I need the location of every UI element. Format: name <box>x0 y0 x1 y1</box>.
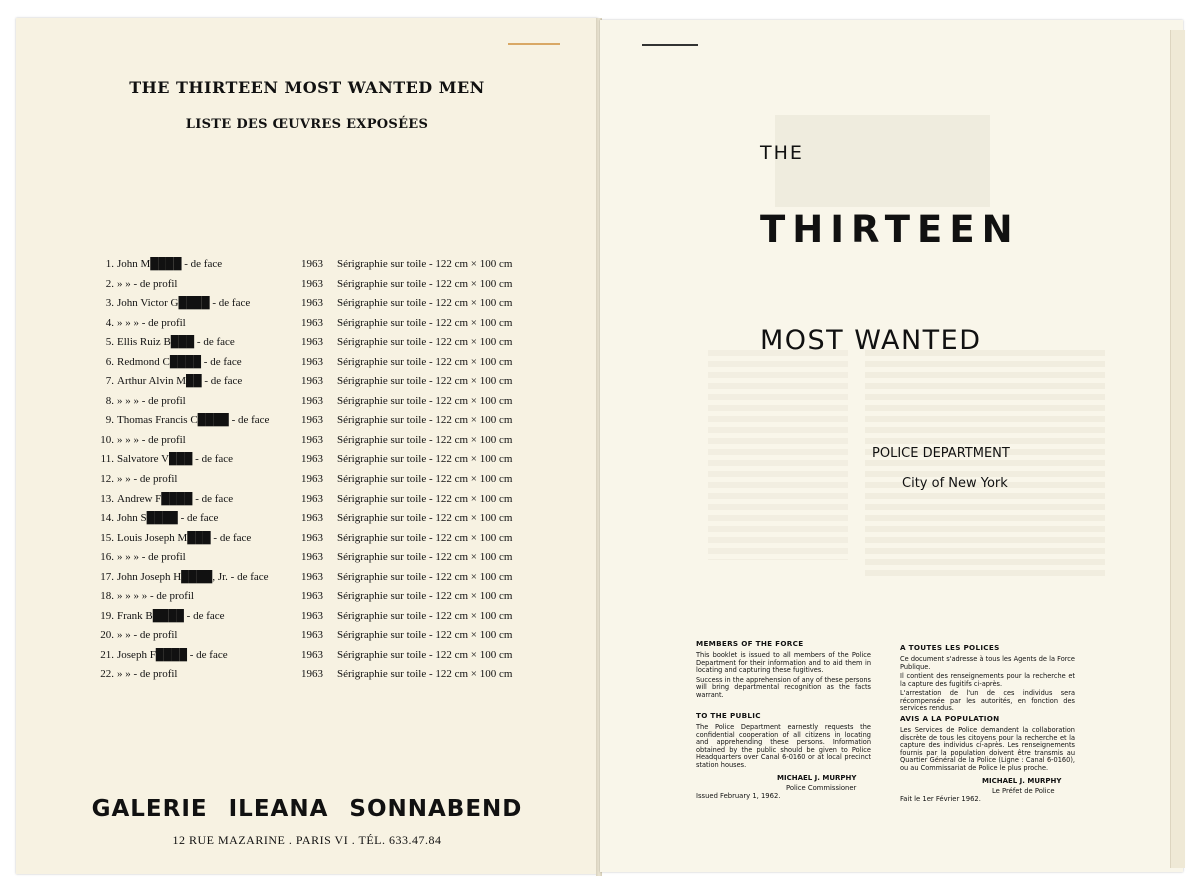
work-year: 1963 <box>301 414 323 427</box>
work-medium: Sérigraphie sur toile - 122 cm × 100 cm <box>337 316 513 329</box>
work-year: 1963 <box>301 375 323 388</box>
work-title: Thomas Francis C████ - de face <box>117 414 270 427</box>
work-row <box>86 414 586 434</box>
cover-the: THE <box>760 142 804 164</box>
work-year: 1963 <box>301 551 323 564</box>
work-title: Joseph F████ - de face <box>117 648 228 661</box>
work-medium: Sérigraphie sur toile - 122 cm × 100 cm <box>337 629 513 642</box>
work-row <box>86 317 586 337</box>
work-row <box>86 375 586 395</box>
public-text: The Police Department earnestly requests the confidential cooperation of all citizens in locating and apprehending these persons. Information obtained by the public should be given to Police Headquarters over Canal 6-0160 or at local precinct station houses. <box>696 723 871 769</box>
work-number: 18. <box>100 590 114 603</box>
work-number: 17. <box>100 570 114 583</box>
work-number: 2. <box>105 277 114 290</box>
signature-en-title: Police Commissioner <box>786 784 857 792</box>
work-number: 19. <box>100 609 114 622</box>
work-row <box>86 395 586 415</box>
work-title: » » » - de profil <box>117 551 186 564</box>
population-notice <box>900 714 1075 774</box>
work-year: 1963 <box>301 531 323 544</box>
work-medium: Sérigraphie sur toile - 122 cm × 100 cm <box>337 590 513 603</box>
members-heading: MEMBERS OF THE FORCE <box>696 639 804 648</box>
work-title: » » » - de profil <box>117 316 186 329</box>
work-medium: Sérigraphie sur toile - 122 cm × 100 cm <box>337 668 513 681</box>
show-through-block <box>775 115 990 207</box>
work-medium: Sérigraphie sur toile - 122 cm × 100 cm <box>337 258 513 270</box>
work-title: » » - de profil <box>117 277 178 290</box>
work-number: 7. <box>105 375 114 388</box>
work-number: 8. <box>105 394 114 407</box>
work-medium: Sérigraphie sur toile - 122 cm × 100 cm <box>337 609 513 622</box>
work-medium: Sérigraphie sur toile - 122 cm × 100 cm <box>337 433 513 446</box>
work-number: 15. <box>100 531 114 544</box>
dark-mark <box>642 44 698 46</box>
public-notice <box>696 711 871 771</box>
members-text-1: This booklet is issued to all members of the Police Department for their information and to aid them in locating and capturing these fugitives. <box>696 651 871 674</box>
issue-date-fr: Fait le 1er Février 1962. <box>900 795 981 803</box>
work-medium: Sérigraphie sur toile - 122 cm × 100 cm <box>337 648 513 661</box>
population-heading: AVIS A LA POPULATION <box>900 714 1000 723</box>
city-name: City of New York <box>902 476 1008 491</box>
issue-date-en: Issued February 1, 1962. <box>696 792 781 800</box>
work-row <box>86 532 586 552</box>
work-row <box>86 551 586 571</box>
polices-text-2: Il contient des renseignements pour la recherche et la capture des fugitifs ci-après. <box>900 672 1075 688</box>
work-number: 6. <box>105 355 114 368</box>
members-text-2: Success in the apprehension of any of these persons will bring departmental recognition as the facts warrant. <box>696 675 871 699</box>
polices-text-3: L'arrestation de l'un de ces individus sera récompensée par les autorités, en fonction des services rendus. <box>900 689 1075 712</box>
work-number: 14. <box>100 512 114 525</box>
public-heading: TO THE PUBLIC <box>696 711 761 720</box>
work-title: John S████ - de face <box>117 512 219 525</box>
work-row <box>86 512 586 532</box>
work-row <box>86 473 586 493</box>
work-number: 21. <box>100 648 114 661</box>
work-medium: Sérigraphie sur toile - 122 cm × 100 cm <box>337 297 513 310</box>
work-year: 1963 <box>301 277 323 290</box>
work-year: 1963 <box>301 473 323 486</box>
signature-fr-title: Le Préfet de Police <box>992 787 1055 795</box>
signature-en-name: MICHAEL J. MURPHY <box>777 774 857 782</box>
work-row <box>86 297 586 317</box>
work-year: 1963 <box>301 590 323 603</box>
work-number: 13. <box>100 492 114 505</box>
work-title: Andrew F████ - de face <box>117 492 234 505</box>
work-year: 1963 <box>301 355 323 368</box>
gallery-address: 12 RUE MAZARINE . PARIS VI . TÉL. 633.47.84 <box>172 833 442 847</box>
work-year: 1963 <box>301 629 323 642</box>
work-title: Redmond C████ - de face <box>117 355 242 368</box>
work-year: 1963 <box>301 570 323 583</box>
work-year: 1963 <box>301 336 323 349</box>
show-through-block <box>708 350 848 560</box>
right-page <box>600 20 1183 872</box>
work-number: 22. <box>100 668 114 681</box>
show-through-block <box>865 350 1105 580</box>
work-title: John Victor G████ - de face <box>117 297 251 310</box>
work-number: 5. <box>105 336 114 349</box>
work-row <box>86 610 586 630</box>
work-title: » » » » - de profil <box>117 590 194 603</box>
work-year: 1963 <box>301 453 323 466</box>
work-medium: Sérigraphie sur toile - 122 cm × 100 cm <box>337 473 513 486</box>
work-title: » » » - de profil <box>117 394 186 407</box>
polices-text-1: Ce document s'adresse à tous les Agents de la Force Publique. <box>900 655 1075 671</box>
work-row <box>86 590 586 610</box>
work-title: » » - de profil <box>117 473 178 486</box>
work-number: 20. <box>100 629 114 642</box>
work-row <box>86 571 586 591</box>
members-notice <box>696 639 871 701</box>
page-title: THE THIRTEEN MOST WANTED MEN <box>129 78 485 97</box>
work-medium: Sérigraphie sur toile - 122 cm × 100 cm <box>337 414 513 427</box>
work-year: 1963 <box>301 668 323 681</box>
work-medium: Sérigraphie sur toile - 122 cm × 100 cm <box>337 394 513 407</box>
work-year: 1963 <box>301 648 323 661</box>
work-medium: Sérigraphie sur toile - 122 cm × 100 cm <box>337 512 513 525</box>
work-title: » » - de profil <box>117 668 178 681</box>
work-title: » » » - de profil <box>117 433 186 446</box>
work-row <box>86 434 586 454</box>
work-title: Salvatore V███ - de face <box>117 453 234 466</box>
work-title: Arthur Alvin M██ - de face <box>117 375 243 388</box>
work-year: 1963 <box>301 512 323 525</box>
work-number: 1. <box>105 258 114 270</box>
work-title: Frank B████ - de face <box>117 609 225 622</box>
gallery-name: GALERIE ILEANA SONNABEND <box>91 796 523 822</box>
work-row <box>86 629 586 649</box>
work-medium: Sérigraphie sur toile - 122 cm × 100 cm <box>337 453 513 466</box>
work-year: 1963 <box>301 258 323 270</box>
work-number: 10. <box>100 433 114 446</box>
polices-heading: A TOUTES LES POLICES <box>900 643 1000 652</box>
left-page <box>16 18 598 874</box>
work-medium: Sérigraphie sur toile - 122 cm × 100 cm <box>337 277 513 290</box>
work-row <box>86 258 586 278</box>
work-title: Ellis Ruiz B███ - de face <box>117 336 235 349</box>
work-title: Louis Joseph M███ - de face <box>117 531 252 544</box>
work-number: 16. <box>100 551 114 564</box>
work-medium: Sérigraphie sur toile - 122 cm × 100 cm <box>337 492 513 505</box>
work-title: » » - de profil <box>117 629 178 642</box>
page-subtitle: LISTE DES ŒUVRES EXPOSÉES <box>185 117 429 132</box>
work-row <box>86 336 586 356</box>
work-year: 1963 <box>301 433 323 446</box>
work-row <box>86 668 586 688</box>
signature-fr-name: MICHAEL J. MURPHY <box>982 777 1062 785</box>
work-medium: Sérigraphie sur toile - 122 cm × 100 cm <box>337 355 513 368</box>
population-text: Les Services de Police demandent la collaboration discrète de tous les citoyens pour la recherche et la capture des individus ci-après. Les renseignements fournis par la population doivent être transmis au Quartier Général de la Police (Ligne : Canal 6-0160), ou au Commissariat de Police le plus proche. <box>900 726 1075 772</box>
work-year: 1963 <box>301 316 323 329</box>
work-number: 4. <box>105 316 114 329</box>
work-year: 1963 <box>301 394 323 407</box>
work-row <box>86 356 586 376</box>
works-list <box>86 258 586 688</box>
orange-mark <box>508 43 560 45</box>
work-number: 11. <box>100 453 114 466</box>
work-number: 9. <box>105 414 114 427</box>
work-number: 3. <box>105 297 114 310</box>
cover-most-wanted: MOST WANTED <box>760 325 982 356</box>
work-number: 12. <box>100 473 114 486</box>
work-row <box>86 453 586 473</box>
work-medium: Sérigraphie sur toile - 122 cm × 100 cm <box>337 551 513 564</box>
work-medium: Sérigraphie sur toile - 122 cm × 100 cm <box>337 531 513 544</box>
cover-thirteen: THIRTEEN <box>760 208 1020 251</box>
work-year: 1963 <box>301 297 323 310</box>
work-row <box>86 493 586 513</box>
work-row <box>86 278 586 298</box>
work-title: John Joseph H████, Jr. - de face <box>117 570 269 583</box>
work-medium: Sérigraphie sur toile - 122 cm × 100 cm <box>337 336 513 349</box>
work-year: 1963 <box>301 609 323 622</box>
work-title: John M████ - de face <box>117 258 223 270</box>
work-row <box>86 649 586 669</box>
work-medium: Sérigraphie sur toile - 122 cm × 100 cm <box>337 570 513 583</box>
stacked-page-edge <box>1170 30 1185 868</box>
police-department: POLICE DEPARTMENT <box>872 446 1010 461</box>
polices-notice <box>900 643 1075 715</box>
work-year: 1963 <box>301 492 323 505</box>
work-medium: Sérigraphie sur toile - 122 cm × 100 cm <box>337 375 513 388</box>
